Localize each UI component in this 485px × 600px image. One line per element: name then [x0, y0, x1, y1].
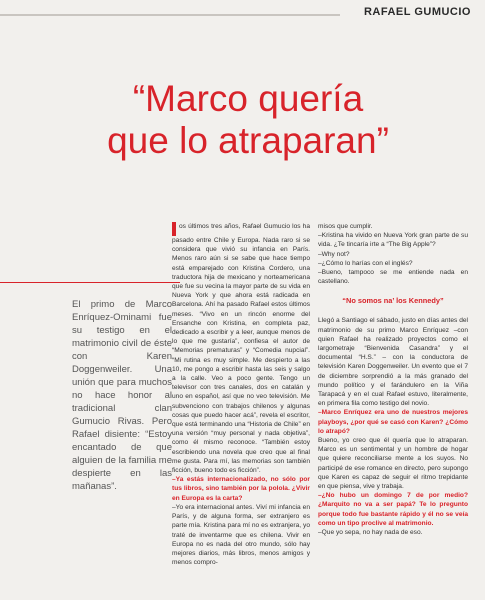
body-column-left	[172, 222, 310, 567]
pull-quote-rule	[0, 282, 180, 283]
body-paragraph: –Yo era internacional antes. Viví mi infancia en París, y de alguna forma, ser extranjero es parte mía. Kristina para mí no es extranjera, yo traté de inventarme que es chilena. Vivir en Europa no es nada del otro mundo, sólo hay mejores diarios, más libros, menos amigos y menos compro-	[172, 503, 310, 567]
interview-question: –Ya estás internacionalizado, no sólo por tus libros, sino también por la polola. ¿Vivir en Europa es la carta?	[172, 476, 310, 502]
body-paragraph: –¿Cómo lo harías con el inglés?	[318, 259, 413, 267]
section-subhead: “No somos na’ los Kennedy”	[342, 296, 444, 306]
body-paragraph: misos que cumplir.	[318, 223, 373, 230]
body-paragraph: os últimos tres años, Rafael Gumucio los ha pasado entre Chile y Europa. Nada raro si se considera que vivió su infancia en París. Menos raro aún si se sabe que hace tiempo está emparejado con Kristina Cordero, una traductora hija de mexicano y norteamericana que fue su vecina la mayor parte de su vida en Nueva York y que ahora está radicada en Barcelona. Ahí ha pasado Rafael estos últimos meses. “Vivo en un rincón enorme del Ensanche con Kristina, en completa paz, dedicado a escribir y a leer, aunque menos de lo que me gustaría”, confiesa el autor de “Memorias prematuras” y “Comedia nupcial”. “Mi rutina es muy simple. Me despierto a las 10, me pongo a escribir hasta las seis y salgo a la calle. Veo a poco gente. Tengo un televisor con tres canales, dos en catalán y uno en español, así que no veo televisión. Me subvenciono con trabajos chilenos y algunas cosas que puedo hacer acá”, revela el escritor, que está terminando una “Historia de Chile” en una versión “muy personal y nada objetiva”, como él mismo reconoce. “También estoy escribiendo una novela que creo que al final me gusta. Para mí, las memorias son también ficción, bueno todo es ficción”.	[172, 223, 310, 475]
body-paragraph: Bueno, yo creo que él quería que lo atraparan. Marco es un sentimental y un hombre de hogar que quiere reconciliarse mente a los suyos. No participé de ese romance en directo, pero supongo que Karen es capaz de seguir el ritmo trepidante en que piensa, vive y trabaja.	[318, 437, 468, 491]
author-header: RAFAEL GUMUCIO	[363, 6, 471, 18]
drop-cap-mark	[172, 222, 176, 236]
pull-quote: El primo de Marco Enríquez-Ominami fue su testigo en el matrimonio civil de éste con Karen Doggenweiler. Una unión que para muchos no hace honor al tradicional clan Gumucio Rivas. Pero Rafael disiente: “Estoy encantado de que alguien de la familia me despierte en las mañanas”.	[72, 299, 172, 492]
body-paragraph: –Que yo sepa, no hay nada de eso.	[318, 529, 423, 537]
headline	[28, 78, 468, 162]
headline-line-2: que lo atraparan”	[107, 120, 389, 161]
body-paragraph: Llegó a Santiago el sábado, justo en días antes del matrimonio de su primo Marco Enríquez –con quien Rafael ha realizado proyectos como el largometraje “Bienvenida Casandra” y el documental “H.S.” – con la conductora de televisión Karen Doggenweiler. Un evento que el 7 de diciembre sorprendió a la más granado del mundo político y el farándulero en la Viña Tarapacá y en el cual Rafael estuvo, literalmente, en primera fila como testigo del novio.	[318, 317, 468, 408]
interview-question: –Marco Enríquez era uno de nuestros mejores playboys, ¿por qué se casó con Karen? ¿Cómo lo atrapó?	[318, 409, 468, 435]
header-rule	[0, 14, 340, 16]
body-column-right	[318, 222, 468, 537]
headline-line-1: “Marco quería	[132, 78, 364, 119]
interview-question: –¿No hubo un domingo 7 de por medio? ¿Marquito no va a ser papá? Te lo pregunto porque todo fue bastante rápido y él no se veía como un tipo proclive al matrimonio.	[318, 492, 468, 527]
body-paragraph: –Bueno, tampoco se me entiende nada en castellano.	[318, 269, 468, 286]
body-paragraph: –Kristina ha vivido en Nueva York gran parte de su vida. ¿Te tincaría irte a “The Big Apple”?	[318, 232, 468, 249]
body-paragraph: –Why not?	[318, 250, 350, 258]
